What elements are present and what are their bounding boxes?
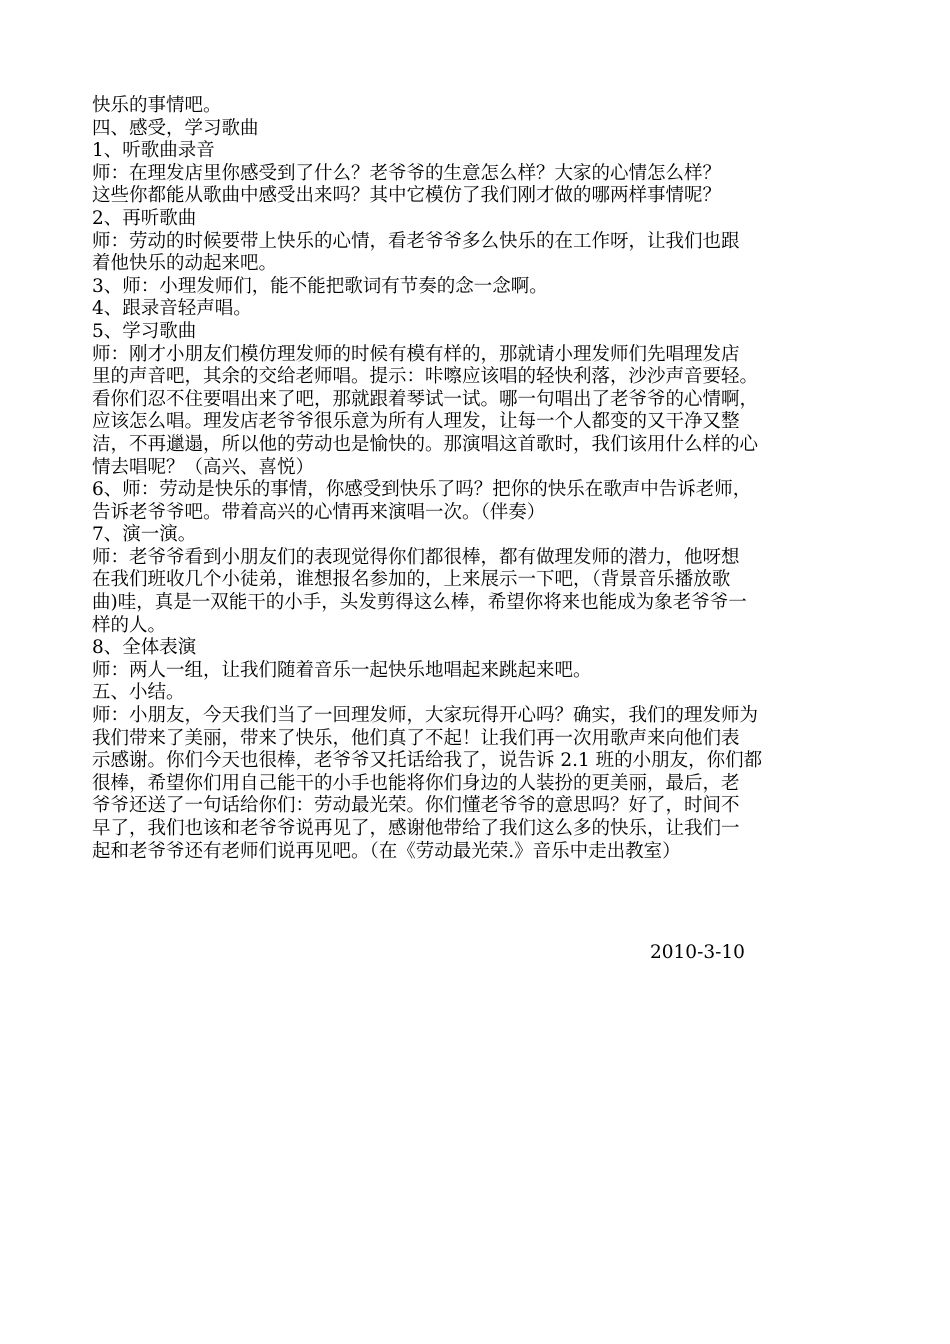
step-heading: 2、再听歌曲 <box>92 207 197 229</box>
text-line: 很棒，希望你们用自己能干的小手也能将你们身边的人装扮的更美丽，最后，老 <box>92 772 740 794</box>
section-heading: 四、感受，学习歌曲 <box>92 117 259 139</box>
text-line: 应该怎么唱。理发店老爷爷很乐意为所有人理发，让每一个人都变的又干净又整 <box>92 411 740 433</box>
step-heading: 5、学习歌曲 <box>92 320 197 342</box>
step-heading: 7、演一演。 <box>92 524 197 546</box>
text-line: 着他快乐的动起来吧。 <box>92 253 278 275</box>
text-line: 师：老爷爷看到小朋友们的表现觉得你们都很棒，都有做理发师的潜力，他呀想 <box>92 546 740 568</box>
text-line: 师：在理发店里你感受到了什么？老爷爷的生意怎么样？大家的心情怎么样？ <box>92 162 722 184</box>
text-line: 在我们班收几个小徒弟，谁想报名参加的，上来展示一下吧，（背景音乐播放歌 <box>92 569 731 591</box>
text-line: 爷爷还送了一句话给你们：劳动最光荣。你们懂老爷爷的意思吗？好了，时间不 <box>92 795 740 817</box>
step-heading: 4、跟录音轻声唱。 <box>92 298 252 320</box>
document-body <box>92 95 872 863</box>
text-line: 样的人。 <box>92 614 167 636</box>
step-heading: 6、师：劳动是快乐的事情，你感受到快乐了吗？把你的快乐在歌声中告诉老师， <box>92 479 752 501</box>
text-line: 师：刚才小朋友们模仿理发师的时候有模有样的，那就请小理发师们先唱理发店 <box>92 343 740 365</box>
text-line: 师：劳动的时候要带上快乐的心情，看老爷爷多么快乐的在工作呀，让我们也跟 <box>92 230 740 252</box>
text-line: 情去唱呢？（高兴、喜悦） <box>92 456 315 478</box>
text-line: 这些你都能从歌曲中感受出来吗？其中它模仿了我们刚才做的哪两样事情呢？ <box>92 185 722 207</box>
text-line: 告诉老爷爷吧。带着高兴的心情再来演唱一次。（伴奏） <box>92 501 546 523</box>
text-line: 起和老爷爷还有老师们说再见吧。（在《劳动最光荣.》音乐中走出教室） <box>92 840 681 862</box>
step-heading: 8、全体表演 <box>92 637 197 659</box>
text-line: 看你们忍不住要唱出来了吧，那就跟着琴试一试。哪一句唱出了老爷爷的心情啊， <box>92 388 759 410</box>
text-line: 我们带来了美丽，带来了快乐，他们真了不起！让我们再一次用歌声来向他们表 <box>92 727 740 749</box>
section-heading: 五、小结。 <box>92 682 185 704</box>
document-date: 2010-3-10 <box>650 942 745 963</box>
text-line: 早了，我们也该和老爷爷说再见了，感谢他带给了我们这么多的快乐，让我们一 <box>92 818 740 839</box>
text-line: 曲)哇，真是一双能干的小手，头发剪得这么棒，希望你将来也能成为象老爷爷一 <box>92 592 747 614</box>
step-heading: 1、听歌曲录音 <box>92 140 215 162</box>
text-line: 示感谢。你们今天也很棒，老爷爷又托话给我了，说告诉 2.1 班的小朋友，你们都 <box>92 750 763 772</box>
text-line: 洁，不再邋遢，所以他的劳动也是愉快的。那演唱这首歌时，我们该用什么样的心 <box>92 433 759 455</box>
text-line: 师：小朋友，今天我们当了一回理发师，大家玩得开心吗？确实，我们的理发师为 <box>92 705 759 727</box>
text-line: 师：两人一组，让我们随着音乐一起快乐地唱起来跳起来吧。 <box>92 659 592 681</box>
text-line: 里的声音吧，其余的交给老师唱。提示：咔嚓应该唱的轻快利落，沙沙声音要轻。 <box>92 366 759 388</box>
step-heading: 3、师：小理发师们，能不能把歌词有节奏的念一念啊。 <box>92 275 548 297</box>
text-line: 快乐的事情吧。 <box>92 95 222 116</box>
